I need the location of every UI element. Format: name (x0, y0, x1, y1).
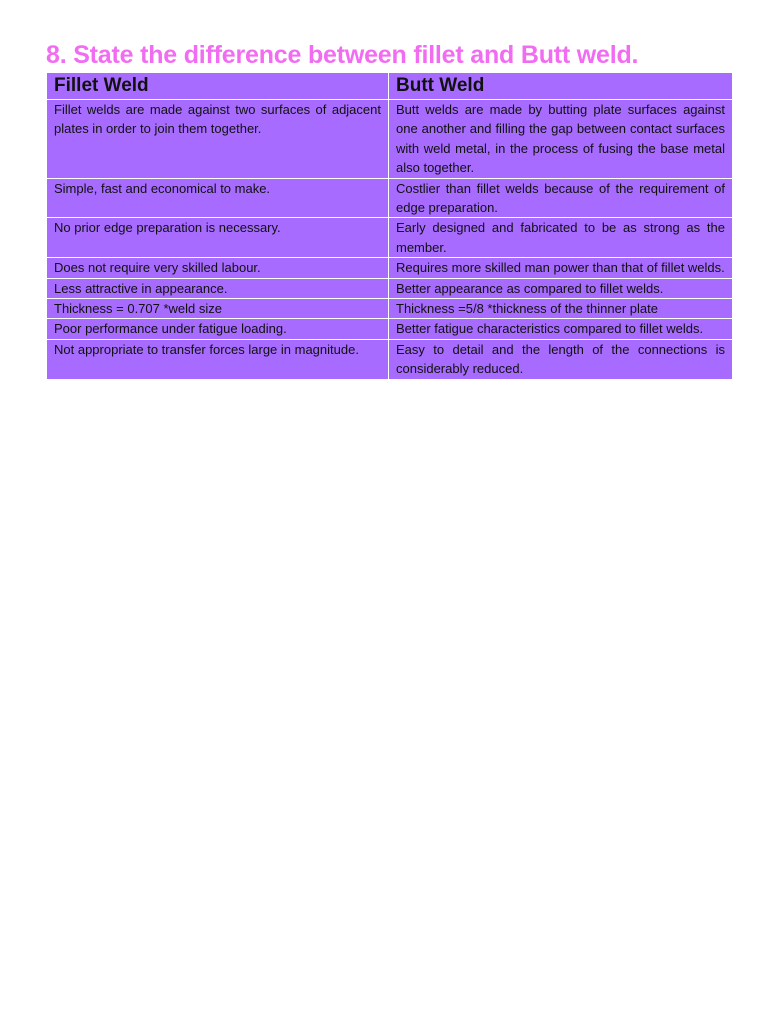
fillet-weld-cell: Fillet welds are made against two surfaces of adjacent plates in order to join them together. (47, 100, 389, 179)
butt-weld-cell: Early designed and fabricated to be as strong as the member. (389, 218, 733, 258)
column-header-butt-weld: Butt Weld (389, 73, 733, 100)
butt-weld-cell: Thickness =5/8 *thickness of the thinner plate (389, 299, 733, 319)
table-row (47, 278, 733, 298)
table-header-row (47, 73, 733, 100)
butt-weld-cell: Requires more skilled man power than that of fillet welds. (389, 258, 733, 278)
comparison-table (46, 72, 733, 380)
table-row (47, 299, 733, 319)
column-header-fillet-weld: Fillet Weld (47, 73, 389, 100)
butt-weld-cell: Butt welds are made by butting plate surfaces against one another and filling the gap between contact surfaces with weld metal, in the process of fusing the base metal also together. (389, 100, 733, 179)
fillet-weld-cell: Does not require very skilled labour. (47, 258, 389, 278)
table-row (47, 258, 733, 278)
fillet-weld-cell: Thickness = 0.707 *weld size (47, 299, 389, 319)
table-row (47, 319, 733, 339)
table-row (47, 218, 733, 258)
page-heading: 8. State the difference between fillet and Butt weld. (46, 41, 639, 69)
fillet-weld-cell: Less attractive in appearance. (47, 278, 389, 298)
table-row (47, 100, 733, 179)
butt-weld-cell: Better appearance as compared to fillet welds. (389, 278, 733, 298)
table-row (47, 339, 733, 379)
fillet-weld-cell: No prior edge preparation is necessary. (47, 218, 389, 258)
table-row (47, 178, 733, 218)
fillet-weld-cell: Simple, fast and economical to make. (47, 178, 389, 218)
butt-weld-cell: Better fatigue characteristics compared to fillet welds. (389, 319, 733, 339)
butt-weld-cell: Costlier than fillet welds because of the requirement of edge preparation. (389, 178, 733, 218)
butt-weld-cell: Easy to detail and the length of the connections is considerably reduced. (389, 339, 733, 379)
fillet-weld-cell: Poor performance under fatigue loading. (47, 319, 389, 339)
fillet-weld-cell: Not appropriate to transfer forces large in magnitude. (47, 339, 389, 379)
